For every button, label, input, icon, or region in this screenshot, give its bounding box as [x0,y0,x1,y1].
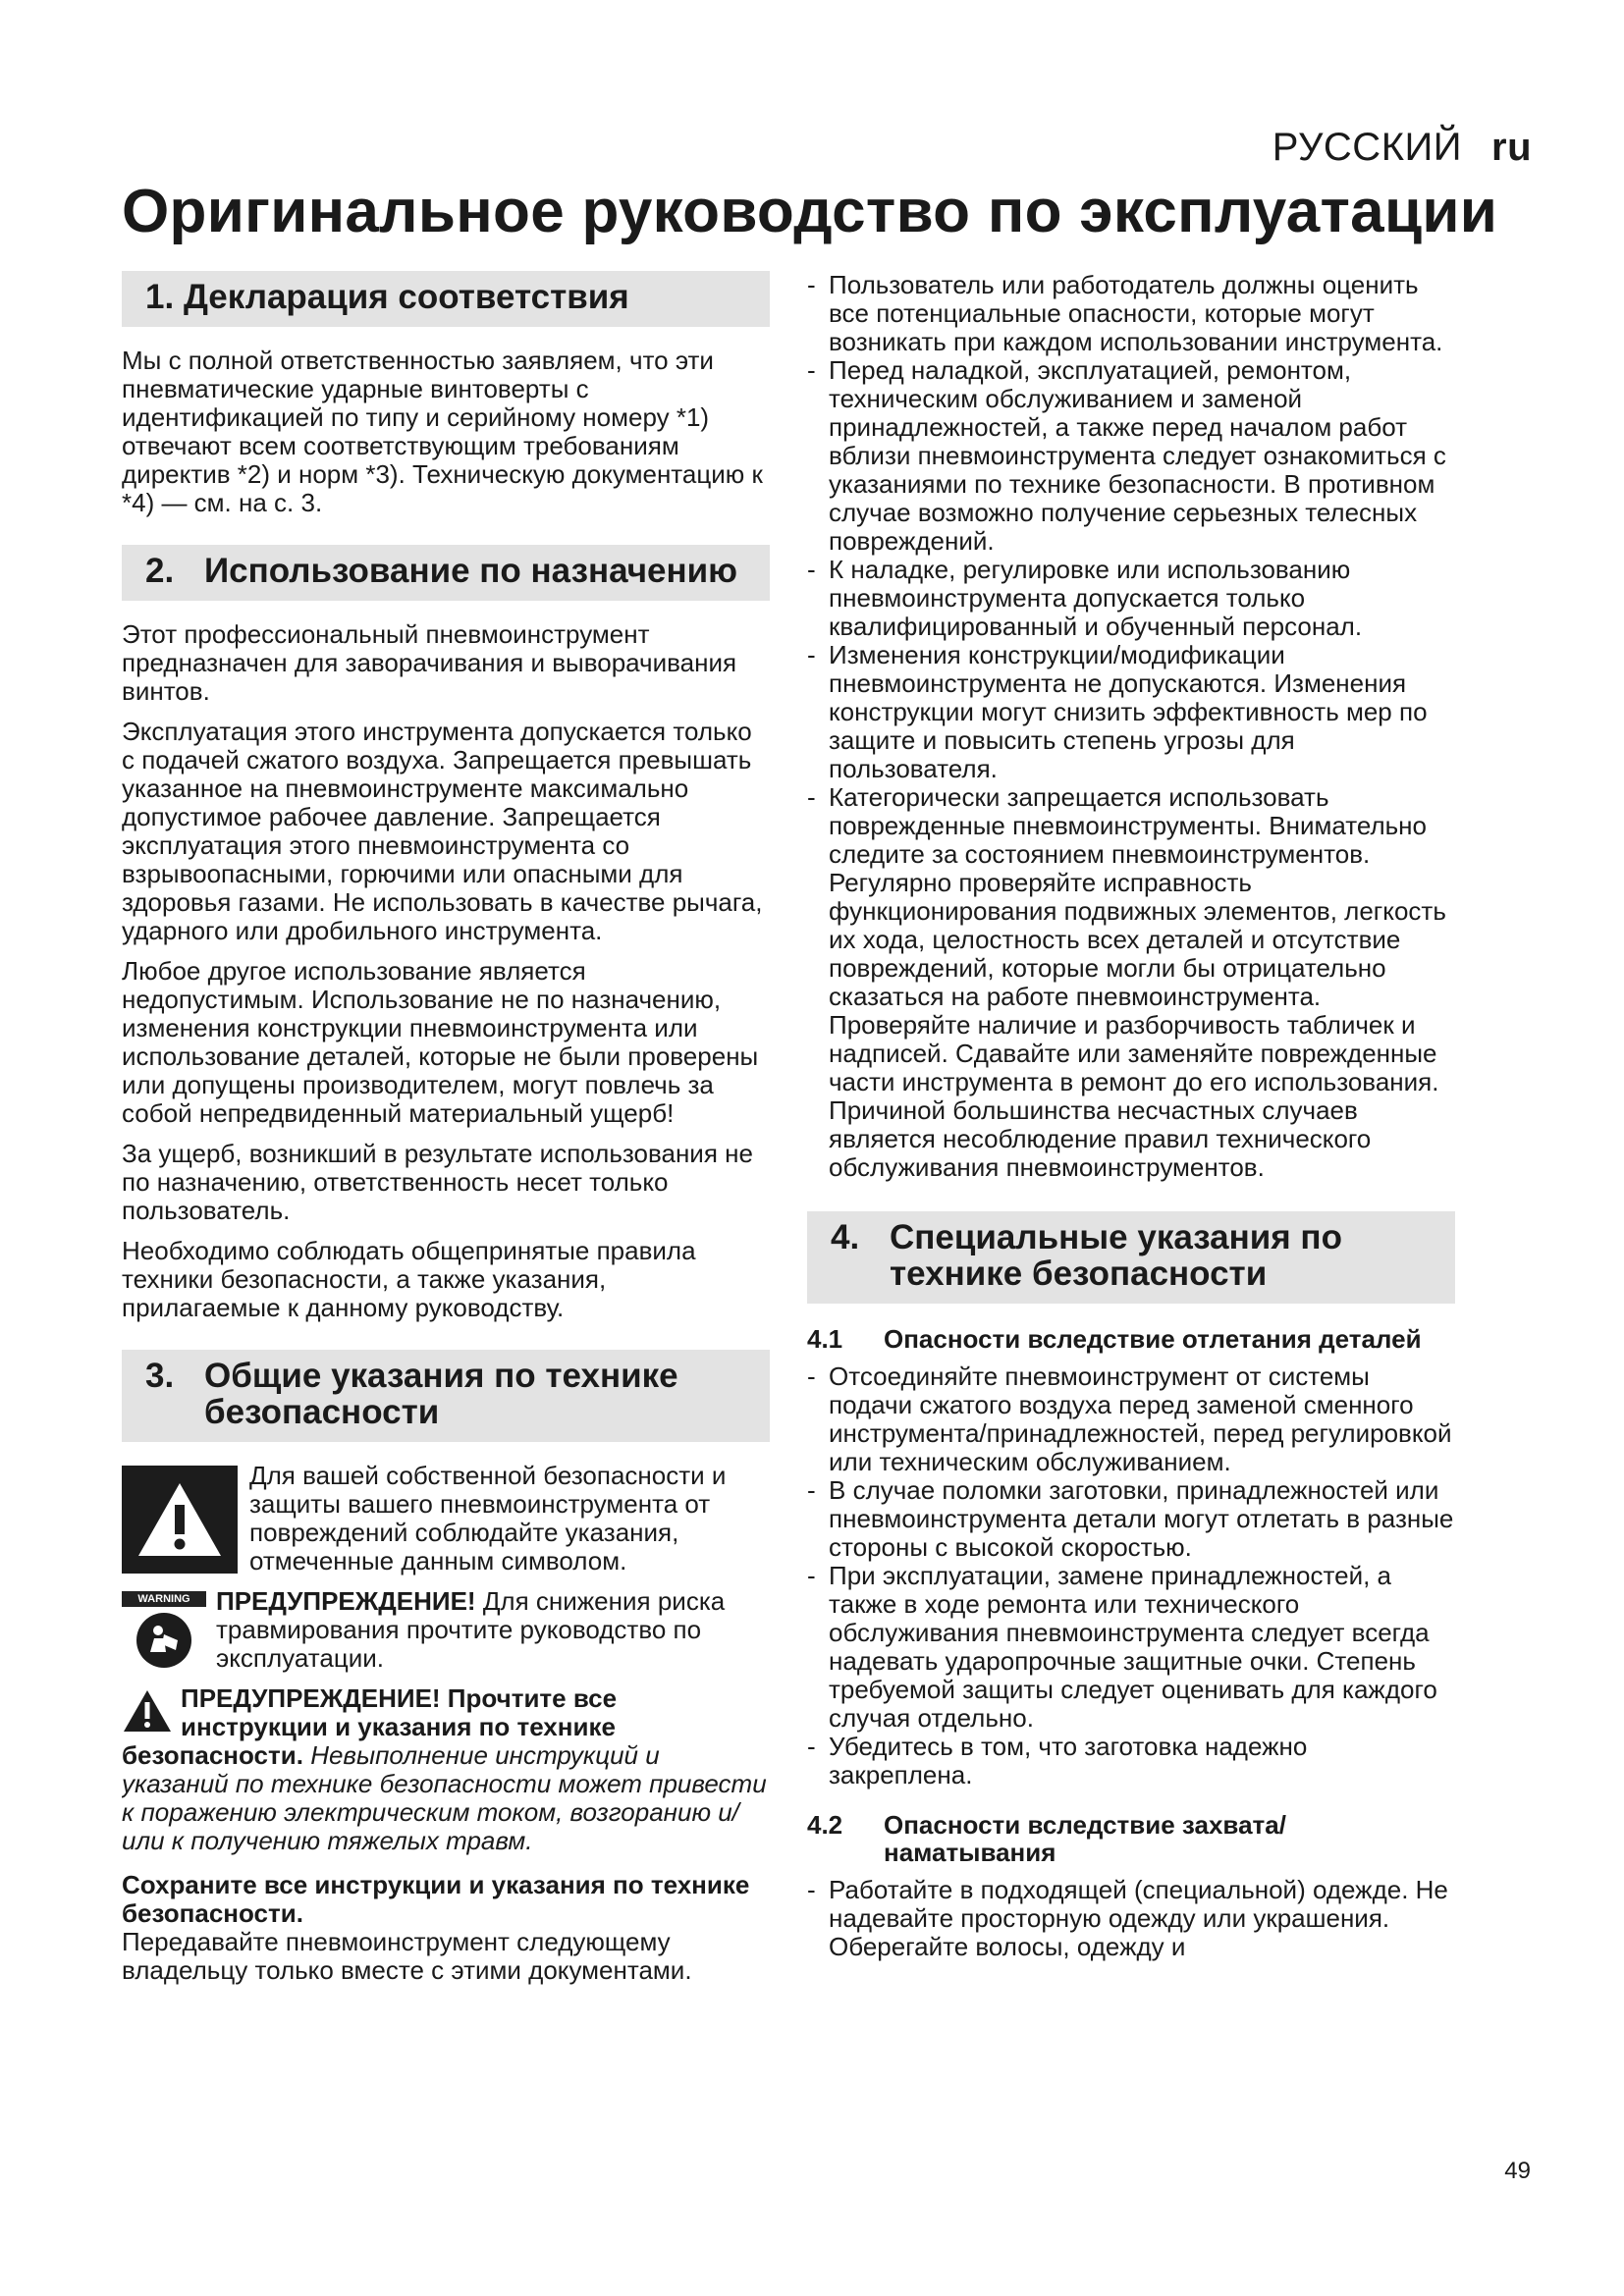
warning-2-italic: Невыполнение инструкций и указаний по технике безопасности может привести к поражению электрическим током, возгоранию и/или к получению тяжелых травм. [122,1740,767,1855]
list-item: - К наладке, регулировке или использованию пневмоинструмента допускается только квалифицированный и обученный персонал. [807,556,1455,641]
warning-general [122,1684,770,1867]
page-number: 49 [1504,2158,1531,2184]
language-header [1272,126,1532,170]
subsection-4-2-heading [807,1811,1455,1866]
section-2-paragraph: Этот профессиональный пневмоинструмент предназначен для заворачивания и выворачивания винтов. [122,619,737,706]
list-item: - В случае поломки заготовки, принадлежностей или пневмоинструмента детали могут отлетать в разные стороны с высокой скоростью. [807,1476,1455,1562]
section-2-paragraph: Эксплуатация этого инструмента допускается только с подачей сжатого воздуха. Запрещается превышать указанное на пневмоинструменте максимально допустимое рабочее давление. Запрещается эксплуатация этого пневмоинструмента со взрывоопасными, горючими или опасными для здоровья газами. Не использовать в качестве рычага, ударного или дробильного инструмента. [122,717,763,945]
section-1-heading [122,271,770,327]
section-1-title: Декларация соответствия [183,278,629,316]
subsection-4-1-list [807,1362,1455,1789]
section-4-heading [807,1211,1455,1304]
subsection-4-2-number: 4.2 [807,1810,843,1840]
warning-triangle-icon [122,1466,238,1574]
warning-label: WARNING [122,1591,206,1607]
warning-1-bold: ПРЕДУПРЕЖДЕНИЕ! [216,1587,476,1616]
warning-read-manual [122,1587,770,1684]
keep-instructions-bold: Сохраните все инструкции и указания по технике безопасности. [122,1870,750,1928]
section-2-paragraph: Необходимо соблюдать общепринятые правила техники безопасности, а также указания, прилагаемые к данному руководству. [122,1236,696,1322]
keep-instructions-text: Передавайте пневмоинструмент следующему владельцу только вместе с этими документами. [122,1927,692,1985]
section-2-heading [122,545,770,601]
list-item: - Перед наладкой, эксплуатацией, ремонтом, техническим обслуживанием и заменой принадлежностей, а также перед началом работ вблизи пневмоинструмента следует ознакомиться с указаниями по технике безопасности. В противном случае возможно получение серьезных телесных повреждений. [807,356,1455,556]
right-column [807,271,1455,1969]
list-item: - Пользователь или работодатель должны оценить все потенциальные опасности, которые могут возникать при каждом использовании инструмента. [807,271,1455,356]
section-2-title: Использование по назначению [204,552,738,590]
section-3-title: Общие указания по технике безопасности [204,1357,678,1431]
section-3-number: 3. [145,1357,175,1395]
section-4-number: 4. [831,1218,860,1256]
subsection-4-1-heading [807,1325,1455,1353]
section-2-paragraph: Любое другое использование является недопустимым. Использование не по назначению, изменения конструкции пневмоинструмента или использование деталей, которые не были проверены или допущены производителем, могут повлечь за собой непредвиденный материальный ущерб! [122,956,759,1128]
warning-triangle-small-icon [122,1688,173,1734]
language-name: РУССКИЙ [1272,126,1462,169]
list-item: - Работайте в подходящей (специальной) одежде. Не надевайте просторную одежду или украшения. Оберегайте волосы, одежду и [807,1876,1455,1961]
section-2-paragraph: За ущерб, возникший в результате использования не по назначению, ответственность несет только пользователь. [122,1139,753,1225]
section-1-text: Мы с полной ответственностью заявляем, что эти пневматические ударные винтоверты с идентификацией по типу и серийному номеру *1) отвечают всем соответствующим требованиям директив *2) и норм *3). Техническую документацию к *4) — см. на с. 3. [122,346,763,517]
symbol-text: Для вашей собственной безопасности и защиты вашего пневмоинструмента от повреждений соблюдайте указания, отмеченные данным символом. [249,1462,727,1575]
subsection-4-1-number: 4.1 [807,1324,843,1354]
safety-symbol-note [122,1462,770,1587]
warning-1-text: Для снижения риска травмирования прочтите руководство по эксплуатации. [216,1587,726,1673]
list-item: - Категорически запрещается использовать поврежденные пневмоинструменты. Внимательно следите за состоянием пневмоинструментов. Регулярно проверяйте исправность функционирования подвижных элементов, легкость их хода, целостность всех деталей и отсутствие повреждений, которые могли бы отрицательно сказаться на работе пневмоинструмента. Проверяйте наличие и разборчивость табличек и надписей. Сдавайте или заменяйте поврежденные части инструмента в ремонт до его использования. Причиной большинства несчастных случаев является несоблюдение правил технического обслуживания пневмоинструментов. [807,783,1455,1182]
page-title: Оригинальное руководство по эксплуатации [122,178,1498,245]
left-column [122,271,770,1997]
list-item: - При эксплуатации, замене принадлежностей, а также в ходе ремонта или технического обслуживания пневмоинструмента следует всегда надевать ударопрочные защитные очки. Степень требуемой защиты следует оценивать для каждого случая отдельно. [807,1562,1455,1733]
language-code: ru [1491,126,1532,169]
subsection-4-2-title: Опасности вследствие захвата/наматывания [884,1810,1286,1867]
list-item: - Изменения конструкции/модификации пневмоинструмента не допускаются. Изменения конструкции могут снизить эффективность мер по защите и повысить степень угрозы для пользователя. [807,641,1455,783]
warning-2-bold: ПРЕДУПРЕЖДЕНИЕ! Прочтите все инструкции и указания по технике безопасности. [122,1684,618,1770]
subsection-4-1-title: Опасности вследствие отлетания деталей [884,1324,1422,1354]
section-2-number: 2. [145,552,175,590]
safety-list [807,271,1455,1182]
section-4-title: Специальные указания по технике безопасности [890,1218,1342,1293]
section-1-number: 1. [145,278,175,316]
list-item: - Убедитесь в том, что заготовка надежно закреплена. [807,1733,1455,1789]
list-item: - Отсоединяйте пневмоинструмент от системы подачи сжатого воздуха перед заменой сменного инструмента/принадлежностей, перед регулировкой или техническим обслуживанием. [807,1362,1455,1476]
read-manual-icon [122,1591,206,1668]
subsection-4-2-list [807,1876,1455,1961]
section-3-heading [122,1350,770,1442]
